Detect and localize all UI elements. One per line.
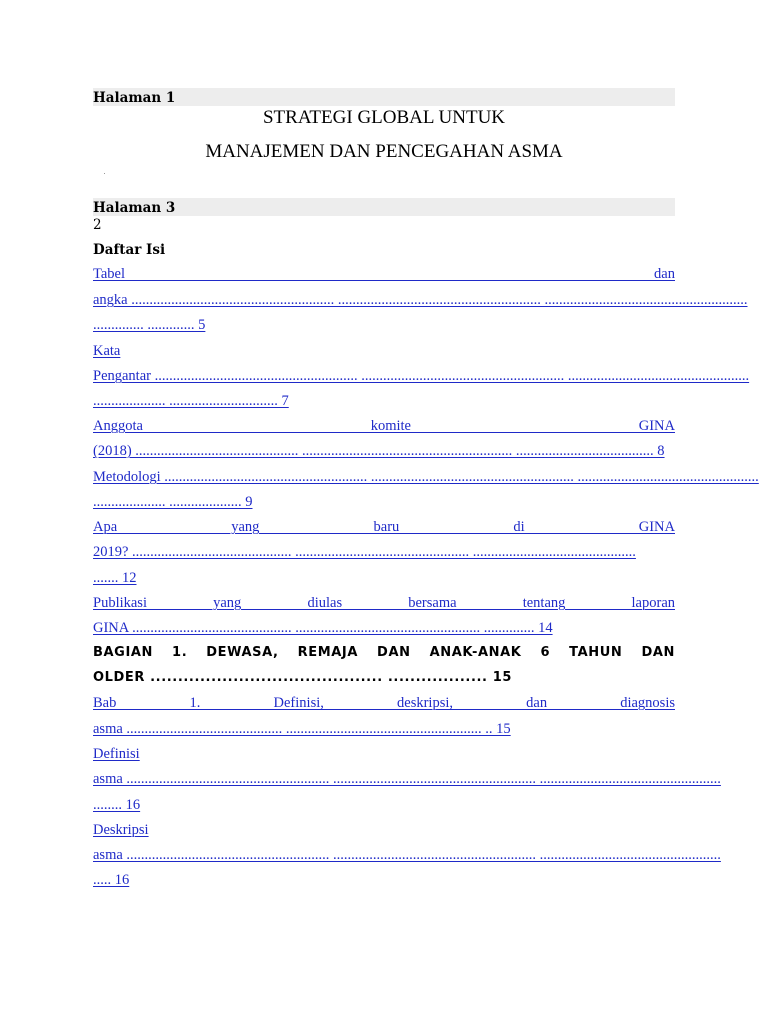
toc-entry-apa-line-3[interactable]: ....... 12 [93,570,137,586]
document-title-line-1: STRATEGI GLOBAL UNTUK [262,107,506,128]
toc-entry-bab-1-line-1[interactable]: Bab 1. Definisi, deskripsi, dan diagnosis [93,695,675,711]
toc-entry-metodologi-line-1[interactable]: Metodologi ........................................................ ........................................................ .................................................. [93,469,759,485]
toc-entry-metodologi-line-2[interactable]: .................... .................... 9 [93,494,253,510]
toc-entry-deskripsi-line-1[interactable]: Deskripsi [93,822,149,838]
toc-entry-kata-line-1[interactable]: Kata [93,343,121,359]
toc-entry-bab-1-line-2[interactable]: asma ........................................... ...................................................... .. 15 [93,721,511,737]
page-3-header [93,198,675,216]
toc-entry-kata-line-2[interactable]: Pengantar ........................................................ ........................................................ .................................................. [93,368,750,384]
page-3-header-label: Halaman 3 [93,200,176,216]
toc-entry-kata-line-3[interactable]: .................... .............................. 7 [93,393,289,409]
toc-entry-tabel-line-2[interactable]: angka ........................................................ ........................................................ ........................................................ [93,292,748,308]
toc-entry-definisi-line-2[interactable]: asma ........................................................ ........................................................ .................................................. [93,771,721,787]
toc-entry-apa-line-1[interactable]: Apa yang baru di GINA [93,519,675,535]
stray-dot [104,173,105,174]
toc-entry-deskripsi-line-3[interactable]: ..... 16 [93,872,130,888]
page-number: 2 [93,217,102,233]
toc-entry-anggota-line-1[interactable]: Anggota komite GINA [93,418,675,434]
document-title-line-2: MANAJEMEN DAN PENCEGAHAN ASMA [205,141,563,162]
page-1-header [93,88,675,106]
toc-entry-definisi-line-1[interactable]: Definisi [93,746,140,762]
toc-entry-apa-line-2[interactable]: 2019? ............................................ ................................................ ............................................. [93,544,636,560]
toc-entry-publikasi-line-1[interactable]: Publikasi yang diulas bersama tentang laporan [93,595,675,611]
toc-entry-anggota-line-2[interactable]: (2018) ............................................. .......................................................... ...................................... 8 [93,443,665,459]
toc-entry-deskripsi-line-2[interactable]: asma ........................................................ ........................................................ .................................................. [93,847,721,863]
toc-section-bagian-1-line-1: BAGIAN 1. DEWASA, REMAJA DAN ANAK-ANAK 6 TAHUN DAN [93,645,675,660]
toc-heading: Daftar Isi [93,242,166,258]
toc-entry-tabel-line-3[interactable]: .............. ............. 5 [93,317,206,333]
toc-entry-definisi-line-3[interactable]: ........ 16 [93,797,141,813]
toc-section-bagian-1-line-2: OLDER .......................................... .................. 15 [93,670,512,685]
toc-entry-publikasi-line-2[interactable]: GINA ............................................ ................................................... .............. 14 [93,620,553,636]
toc-entry-tabel-line-1[interactable]: Tabel dan [93,266,675,282]
page-1-header-label: Halaman 1 [93,90,176,106]
